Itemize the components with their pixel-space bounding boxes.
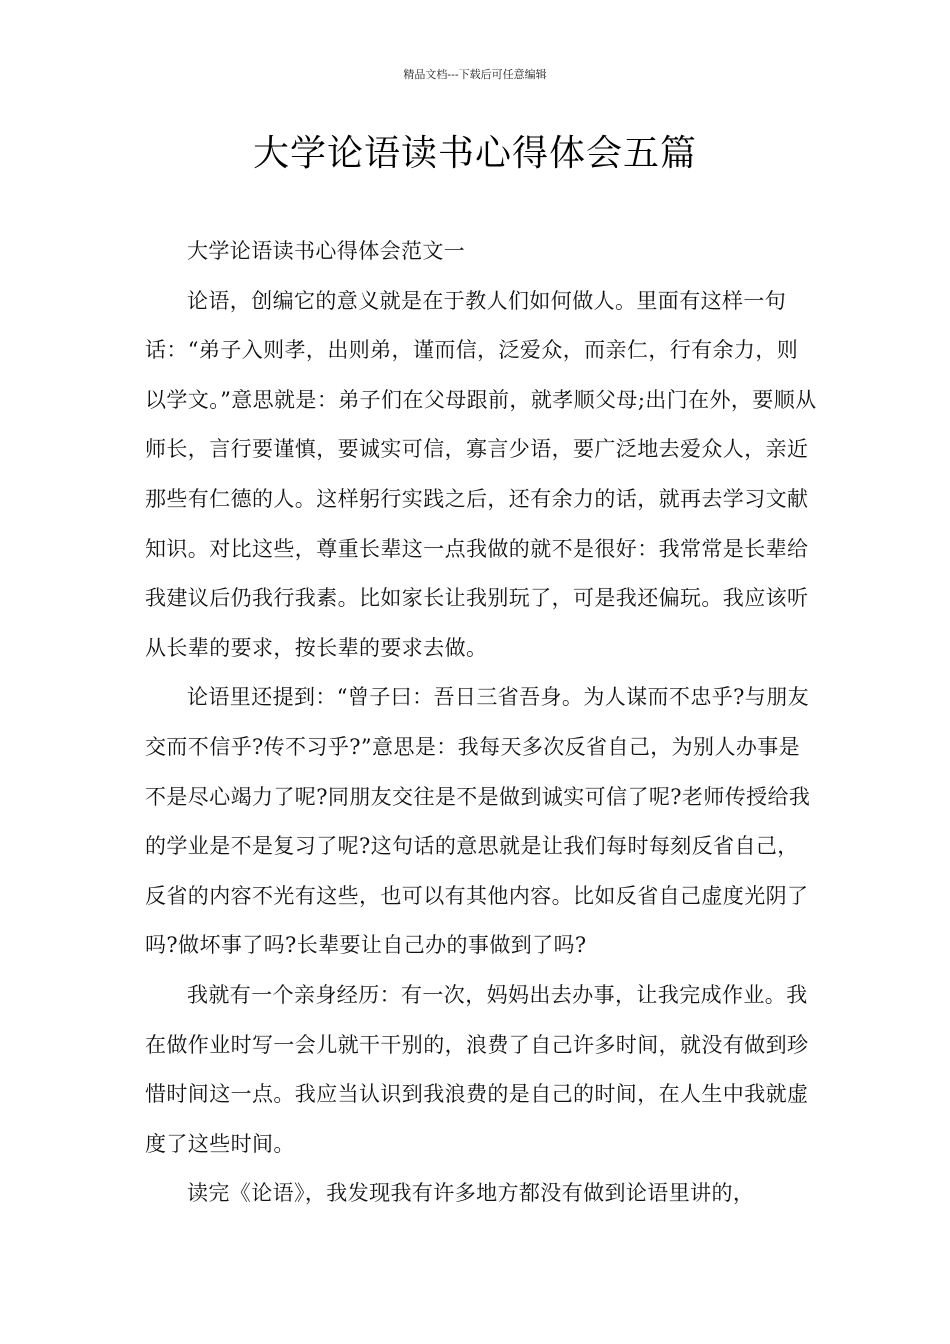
- paragraph-2: 论语里还提到：“曾子曰：吾日三省吾身。为人谋而不忠乎?与朋友交而不信乎?传不习乎?”意思是：我每天多次反省自己，为别人办事是不是尽心竭力了呢?同朋友交往是不是做到诚实可信了呢?老师传授给我的学业是不是复习了呢?这句话的意思就是让我们每时每刻反省自己，反省的内容不光有这些，也可以有其他内容。比如反省自己虚度光阴了吗?做坏事了吗?长辈要让自己办的事做到了吗?: [145, 685, 811, 958]
- paragraph-4: 读完《论语》，我发现我有许多地方都没有做到论语里讲的，: [187, 1181, 755, 1206]
- document-body: [145, 227, 817, 1219]
- header-note: 精品文档---下载后可任意编辑: [403, 68, 547, 81]
- paragraph-3: 我就有一个亲身经历：有一次，妈妈出去办事，让我完成作业。我在做作业时写一会儿就干干别的，浪费了自己许多时间，就没有做到珍惜时间这一点。我应当认识到我浪费的是自己的时间，在人生中我就虚度了这些时间。: [145, 982, 809, 1156]
- paragraph-1: 论语，创编它的意义就是在于教人们如何做人。里面有这样一句话：“弟子入则孝，出则弟，谨而信，泛爱众，而亲仁，行有余力，则以学文。”意思就是：弟子们在父母跟前，就孝顺父母;出门在外，要顺从师长，言行要谨慎，要诚实可信，寡言少语，要广泛地去爱众人，亲近那些有仁德的人。这样躬行实践之后，还有余力的话，就再去学习文献知识。对比这些，尊重长辈这一点我做的就不是很好：我常常是长辈给我建议后仍我行我素。比如家长让我别玩了，可是我还偏玩。我应该听从长辈的要求，按长辈的要求去做。: [145, 288, 817, 660]
- section-heading: 大学论语读书心得体会范文一: [187, 239, 466, 263]
- document-title: 大学论语读书心得体会五篇: [252, 133, 697, 174]
